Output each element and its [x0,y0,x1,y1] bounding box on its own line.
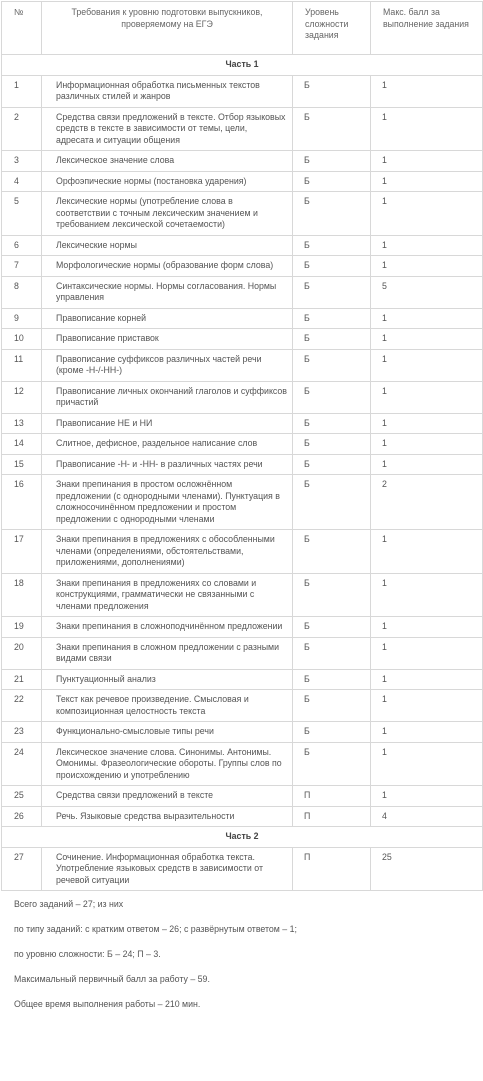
cell-requirement: Знаки препинания в сложном предложении с разными видами связи [42,637,293,669]
cell-num: 19 [2,617,42,638]
table-row [2,475,483,530]
cell-num: 7 [2,256,42,277]
cell-num: 17 [2,530,42,574]
cell-num: 27 [2,847,42,891]
cell-requirement: Лексическое значение слова [42,151,293,172]
cell-max-score: 4 [371,806,483,827]
cell-max-score: 1 [371,107,483,151]
cell-num: 13 [2,413,42,434]
cell-max-score: 1 [371,413,483,434]
cell-level: Б [293,308,371,329]
cell-max-score: 1 [371,75,483,107]
summary-line: Всего заданий – 27; из них [14,899,124,909]
cell-level: Б [293,381,371,413]
cell-num: 20 [2,637,42,669]
cell-num: 23 [2,722,42,743]
cell-num: 2 [2,107,42,151]
summary-footer [0,891,483,1016]
table-row [2,806,483,827]
cell-requirement: Лексическое значение слова. Синонимы. Антонимы. Омонимы. Фразеологические обороты. Группы слов по происхождению и употреблению [42,742,293,786]
cell-max-score: 1 [371,349,483,381]
cell-level: Б [293,617,371,638]
cell-level: Б [293,192,371,236]
table-row [2,722,483,743]
cell-max-score: 1 [371,530,483,574]
cell-requirement: Функционально-смысловые типы речи [42,722,293,743]
cell-num: 14 [2,434,42,455]
cell-requirement: Средства связи предложений в тексте. Отбор языковых средств в тексте в зависимости от темы, цели, адресата и ситуации общения [42,107,293,151]
cell-level: Б [293,475,371,530]
cell-level: Б [293,171,371,192]
table-row [2,454,483,475]
cell-level: Б [293,329,371,350]
summary-line: Общее время выполнения работы – 210 мин. [14,999,201,1009]
cell-max-score: 1 [371,617,483,638]
cell-requirement: Знаки препинания в сложноподчинённом предложении [42,617,293,638]
cell-num: 22 [2,690,42,722]
cell-requirement: Правописание НЕ и НИ [42,413,293,434]
cell-num: 15 [2,454,42,475]
table-row [2,329,483,350]
table-row [2,308,483,329]
cell-requirement: Правописание суффиксов различных частей речи (кроме -Н-/-НН-) [42,349,293,381]
table-row [2,413,483,434]
cell-requirement: Лексические нормы (употребление слова в соответствии с точным лексическим значением и требованием лексической сочетаемости) [42,192,293,236]
cell-level: Б [293,413,371,434]
cell-num: 4 [2,171,42,192]
cell-num: 11 [2,349,42,381]
cell-max-score: 1 [371,151,483,172]
cell-level: Б [293,573,371,617]
cell-requirement: Знаки препинания в предложениях с обособленными членами (определениями, обстоятельствами, приложениями, дополнениями) [42,530,293,574]
table-row [2,192,483,236]
table-row [2,256,483,277]
header-requirements: Требования к уровню подготовки выпускников, проверяемому на ЕГЭ [42,2,293,55]
cell-level: Б [293,637,371,669]
cell-requirement: Лексические нормы [42,235,293,256]
table-row [2,669,483,690]
table-row [2,171,483,192]
cell-requirement: Текст как речевое произведение. Смысловая и композиционная целостность текста [42,690,293,722]
table-row [2,107,483,151]
cell-requirement: Правописание личных окончаний глаголов и суффиксов причастий [42,381,293,413]
cell-level: Б [293,434,371,455]
cell-max-score: 1 [371,637,483,669]
cell-requirement: Правописание корней [42,308,293,329]
exam-spec-table [1,1,483,891]
table-row [2,235,483,256]
cell-max-score: 1 [371,454,483,475]
cell-requirement: Синтаксические нормы. Нормы согласования. Нормы управления [42,276,293,308]
table-row [2,573,483,617]
summary-line: по уровню сложности: Б – 24; П – 3. [14,949,161,959]
cell-level: П [293,786,371,807]
cell-num: 16 [2,475,42,530]
cell-max-score: 5 [371,276,483,308]
cell-num: 8 [2,276,42,308]
cell-max-score: 1 [371,256,483,277]
cell-num: 24 [2,742,42,786]
cell-num: 12 [2,381,42,413]
cell-level: Б [293,669,371,690]
cell-level: П [293,847,371,891]
cell-num: 5 [2,192,42,236]
cell-max-score: 1 [371,434,483,455]
part-1-header [2,55,483,76]
cell-requirement: Речь. Языковые средства выразительности [42,806,293,827]
table-row [2,434,483,455]
cell-level: Б [293,151,371,172]
cell-level: Б [293,454,371,475]
cell-num: 1 [2,75,42,107]
cell-level: Б [293,742,371,786]
table-row [2,276,483,308]
part-2-header [2,827,483,848]
header-num: № [2,2,42,55]
cell-requirement: Морфологические нормы (образование форм слова) [42,256,293,277]
cell-requirement: Средства связи предложений в тексте [42,786,293,807]
cell-level: Б [293,276,371,308]
cell-num: 26 [2,806,42,827]
header-max: Макс. балл за выполнение задания [371,2,483,55]
cell-num: 10 [2,329,42,350]
cell-level: Б [293,235,371,256]
cell-max-score: 1 [371,722,483,743]
cell-num: 3 [2,151,42,172]
cell-max-score: 1 [371,308,483,329]
cell-requirement: Орфоэпические нормы (постановка ударения) [42,171,293,192]
cell-max-score: 1 [371,786,483,807]
cell-requirement: Знаки препинания в предложениях со словами и конструкциями, грамматически не связанными с членами предложения [42,573,293,617]
table-row [2,349,483,381]
table-row [2,786,483,807]
part-title: Часть 1 [2,55,483,76]
cell-level: Б [293,75,371,107]
table-row [2,847,483,891]
cell-requirement: Сочинение. Информационная обработка текста. Употребление языковых средств в зависимости от речевой ситуации [42,847,293,891]
cell-num: 21 [2,669,42,690]
table-row [2,690,483,722]
table-row [2,530,483,574]
cell-num: 18 [2,573,42,617]
cell-max-score: 1 [371,381,483,413]
cell-level: Б [293,690,371,722]
table-row [2,742,483,786]
cell-requirement: Пунктуационный анализ [42,669,293,690]
table-row [2,381,483,413]
cell-level: Б [293,722,371,743]
cell-requirement: Знаки препинания в простом осложнённом предложении (с однородными членами). Пунктуация в сложносочинённом предложении и простом предложении с однородными членами [42,475,293,530]
cell-max-score: 1 [371,235,483,256]
cell-max-score: 1 [371,690,483,722]
cell-max-score: 1 [371,573,483,617]
table-row [2,75,483,107]
cell-level: П [293,806,371,827]
table-row [2,637,483,669]
cell-level: Б [293,530,371,574]
cell-max-score: 1 [371,742,483,786]
cell-requirement: Информационная обработка письменных текстов различных стилей и жанров [42,75,293,107]
cell-level: Б [293,349,371,381]
table-row [2,617,483,638]
cell-level: Б [293,107,371,151]
cell-num: 25 [2,786,42,807]
cell-requirement: Правописание -Н- и -НН- в различных частях речи [42,454,293,475]
summary-line: по типу заданий: с кратким ответом – 26; с развёрнутым ответом – 1; [14,924,297,934]
cell-requirement: Правописание приставок [42,329,293,350]
cell-max-score: 1 [371,329,483,350]
cell-max-score: 2 [371,475,483,530]
cell-requirement: Слитное, дефисное, раздельное написание слов [42,434,293,455]
cell-max-score: 1 [371,171,483,192]
table-header-row [2,2,483,55]
header-level: Уровень сложности задания [293,2,371,55]
cell-level: Б [293,256,371,277]
cell-max-score: 1 [371,192,483,236]
table-body [2,55,483,891]
cell-max-score: 25 [371,847,483,891]
cell-num: 6 [2,235,42,256]
summary-line: Максимальный первичный балл за работу – 59. [14,974,210,984]
cell-max-score: 1 [371,669,483,690]
table-row [2,151,483,172]
cell-num: 9 [2,308,42,329]
part-title: Часть 2 [2,827,483,848]
